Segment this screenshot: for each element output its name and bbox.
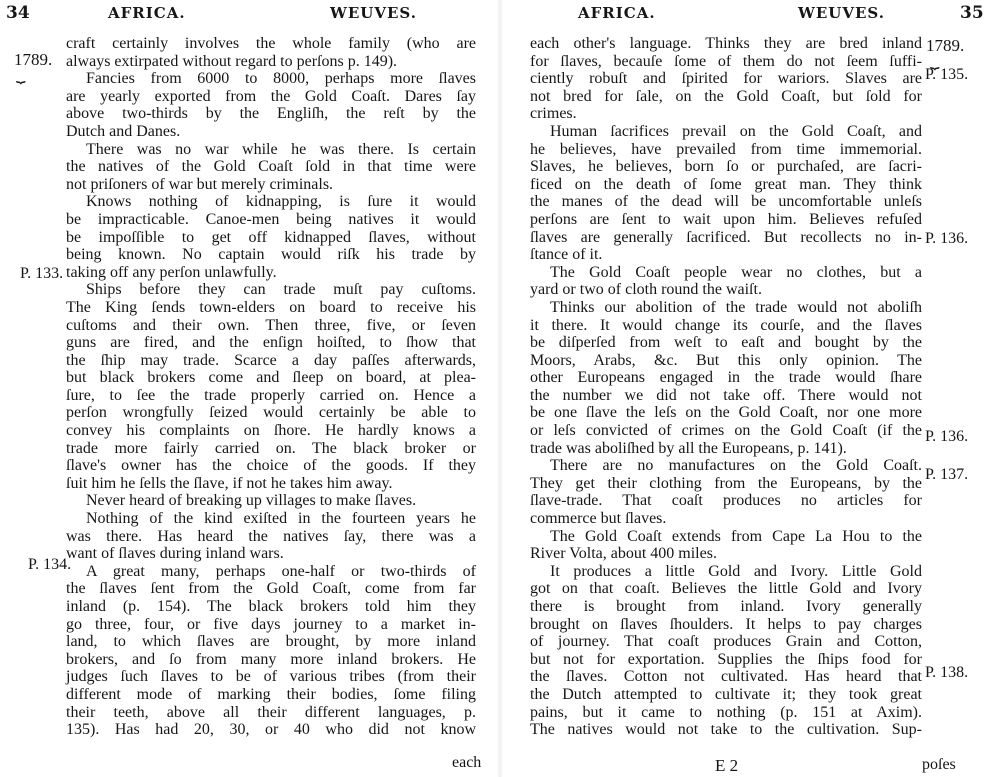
margin-note: P. 136. xyxy=(925,428,969,445)
text-line: Knows nothing of kidnapping, is ſure it would xyxy=(86,193,476,211)
text-line: or leſs convicted of crimes on the Gold Coaſt (if the xyxy=(530,422,922,440)
text-line: ſuit him he ſells the ſlave, if not he takes him away. xyxy=(66,474,393,492)
text-line: be one ſlave the leſs on the Gold Coaſt, nor one more xyxy=(530,404,922,422)
margin-note: P. 137. xyxy=(925,466,969,483)
text-line: the ſhip may trade. Scarce a day paſſes afterwards, xyxy=(66,351,476,369)
brace-mark: ⏟ xyxy=(16,64,26,83)
text-line: They get their clothing from the Europeans, by the xyxy=(530,474,922,492)
text-line: their teeth, above all their different languages, p. xyxy=(66,703,476,721)
text-line: Dutch and Danes. xyxy=(66,122,181,140)
page-number: 35 xyxy=(960,3,984,23)
running-head-right: WEUVES. xyxy=(798,4,885,22)
text-line: of journey. That coaſt produces Grain and Cotton, xyxy=(530,633,922,651)
text-line: ficed on the death of ſome great man. They think xyxy=(530,175,922,193)
text-line: A great many, perhaps one-half or two-thirds of xyxy=(86,562,476,580)
text-line: not priſoners of war but merely criminals. xyxy=(66,175,334,193)
text-line: The King ſends town-elders on board to receive his xyxy=(66,298,476,316)
text-line: Fancies from 6000 to 8000, perhaps more ſlaves xyxy=(86,70,476,88)
text-line: are yearly exported from the Gold Coaſt. Dares ſay xyxy=(66,87,476,105)
text-line: taking off any perſon unlawfully. xyxy=(66,263,277,281)
margin-year-note: 1789. xyxy=(14,50,53,69)
margin-note: P. 138. xyxy=(925,664,969,681)
text-line: the ſlaves. Cotton not cultivated. Has heard that xyxy=(530,668,922,686)
brace-mark: ⏟ xyxy=(930,50,940,69)
text-line: judges ſuch ſlaves to be of various tribes (from their xyxy=(66,668,476,686)
text-line: the manes of the dead will be uncomfortable unleſs xyxy=(530,193,922,211)
text-line: brought on ſlaves ſhoulders. It helps to pay charges xyxy=(530,615,922,633)
text-line: Slaves, he believes, born ſo or purchaſed, are ſacri- xyxy=(530,158,922,176)
text-line: Moors, Arabs, &c. But this only opinion. The xyxy=(530,351,922,369)
text-line: different mode of marking their bodies, ſome filing xyxy=(66,685,476,703)
text-line: Nothing of the kind exiſted in the fourteen years he xyxy=(86,510,476,528)
text-line: other Europeans engaged in the trade would ſhare xyxy=(530,369,922,387)
text-line: River Volta, about 400 miles. xyxy=(530,545,717,563)
catchword: poſes xyxy=(922,756,956,773)
text-line: craft certainly involves the whole family (who are xyxy=(66,35,476,52)
text-line: There was no war while he was there. Is certain xyxy=(86,140,476,158)
text-line: not bred for ſale, on the Gold Coaſt, but ſold for xyxy=(530,87,922,105)
text-line: cuſtoms and their own. Then three, five, or ſeven xyxy=(66,316,476,334)
text-line: it there. It would change its courſe, and the ſlaves xyxy=(530,316,922,334)
text-line: he believes, have prevailed from time immemorial. xyxy=(530,140,922,158)
text-line: ſlave-trade. That coaſt produces no articles for xyxy=(530,492,922,510)
text-line: want of ſlaves during inland wars. xyxy=(66,545,284,563)
text-line: It produces a little Gold and Ivory. Little Gold xyxy=(550,562,922,580)
text-line: the ſlaves ſent from the Gold Coaſt, come from far xyxy=(66,580,476,598)
text-line: crimes. xyxy=(530,105,577,123)
margin-note: P. 136. xyxy=(925,230,969,247)
text-line: commerce but ſlaves. xyxy=(530,510,667,528)
text-line: the number we did not take off. There would not xyxy=(530,386,922,404)
text-line: there is brought from inland. Ivory generally xyxy=(530,598,922,615)
running-head-right: WEUVES. xyxy=(330,4,417,22)
text-line: always extirpated without regard to perſons p. 149). xyxy=(66,52,398,70)
text-line: trade more fairly carried on. The black broker or xyxy=(66,439,476,457)
text-line: inland (p. 154). The black brokers told him they xyxy=(66,598,476,615)
text-line: be diſperſed from weſt to eaſt and bought by the xyxy=(530,334,922,352)
text-line: ſlaves are generally ſacrificed. But recollects no in- xyxy=(530,228,922,246)
running-head-left: AFRICA. xyxy=(108,4,186,22)
catchword: each xyxy=(452,754,482,771)
left-body-text xyxy=(66,35,476,739)
text-line: The Gold Coaſt extends from Cape La Hou to the xyxy=(550,527,922,545)
text-line: The Gold Coaſt people wear no clothes, but a xyxy=(550,263,922,281)
text-line: land, to which ſlaves are brought, by more inland xyxy=(66,633,476,651)
text-line: Thinks our abolition of the trade would not aboliſh xyxy=(550,298,922,316)
text-line: perſons are ſent to wait upon him. Believes refuſed xyxy=(530,210,922,228)
text-line: trade was aboliſhed by all the Europeans, p. 141). xyxy=(530,439,847,457)
text-line: the natives of the Gold Coaſt ſold in that time were xyxy=(66,158,476,176)
text-line: brokers, and ſo from many more inland brokers. He xyxy=(66,650,476,668)
text-line: each other's language. Thinks they are bred inland xyxy=(530,35,922,52)
text-line: the Dutch attempted to cultivate it; they took great xyxy=(530,685,922,703)
text-line: but not for exportation. Supplies the ſhips food for xyxy=(530,650,922,668)
text-line: yard or two of cloth round the waiſt. xyxy=(530,281,762,299)
text-line: perſon wrongfully ſeized would certainly be able to xyxy=(66,404,476,422)
text-line: Human ſacrifices prevail on the Gold Coaſt, and xyxy=(550,122,922,140)
text-line: Ships before they can trade muſt pay cuſtoms. xyxy=(86,281,476,299)
text-line: ſtance of it. xyxy=(530,246,603,264)
text-line: above two-thirds by the Engliſh, the reſt by the xyxy=(66,105,476,123)
right-page xyxy=(500,0,1000,777)
text-line: The natives would not take to the cultivation. Sup- xyxy=(530,721,922,739)
text-line: be impoſſible to get off kidnapped ſlaves, without xyxy=(66,228,476,246)
text-line: was there. Has heard the natives ſay, there was a xyxy=(66,527,476,545)
page-number: 34 xyxy=(6,3,30,23)
text-line: There are no manufactures on the Gold Coaſt. xyxy=(550,457,922,475)
text-line: convey his complaints on ſhore. He hardly knows a xyxy=(66,422,476,440)
text-line: Never heard of breaking up villages to make ſlaves. xyxy=(86,492,417,510)
margin-year-note: 1789. xyxy=(926,36,965,55)
margin-note: P. 135. xyxy=(925,66,969,83)
signature-mark: E 2 xyxy=(715,756,739,775)
text-line: be impracticable. Canoe-men being natives it would xyxy=(66,210,476,228)
text-line: but black brokers come and ſleep on board, at plea- xyxy=(66,369,476,387)
margin-note: P. 134. xyxy=(28,556,72,573)
text-line: ſure, to ſee the trade properly carried on. Hence a xyxy=(66,386,476,404)
text-line: go three, four, or five days journey to a market in- xyxy=(66,615,476,633)
text-line: 135). Has had 20, 30, or 40 who did not know xyxy=(66,721,476,739)
running-head-left: AFRICA. xyxy=(578,4,656,22)
text-line: for ſlaves, becauſe ſome of them do not ſeem ſuffi- xyxy=(530,52,922,70)
text-line: pains, but it came to nothing (p. 151 at Axim). xyxy=(530,703,922,721)
text-line: ciently robuſt and ſpirited for wariors. Slaves are xyxy=(530,70,922,88)
text-line: being known. No captain would riſk his trade by xyxy=(66,246,476,264)
margin-note: P. 133. xyxy=(20,265,64,282)
text-line: guns are fired, and the enſign hoiſted, to ſhow that xyxy=(66,334,476,352)
right-body-text xyxy=(530,35,922,739)
text-line: got on that coaſt. Believes the little Gold and Ivory xyxy=(530,580,922,598)
text-line: ſlave's owner has the choice of the goods. If they xyxy=(66,457,476,475)
